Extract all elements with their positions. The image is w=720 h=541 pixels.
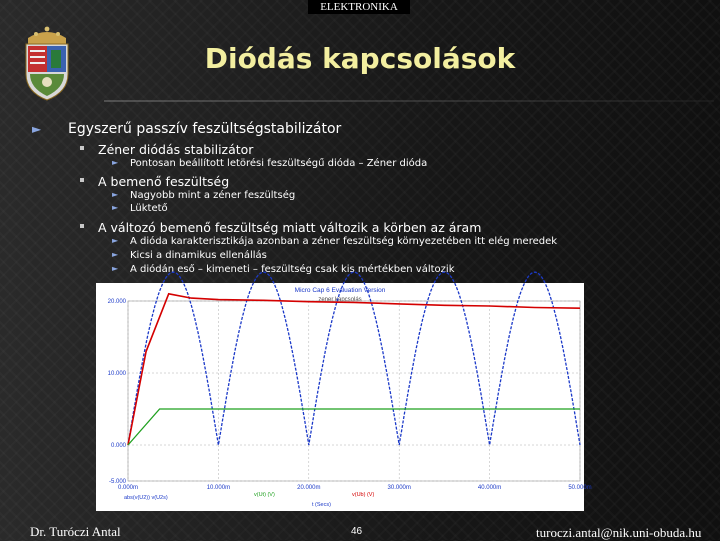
arrow-bullet-icon: ►: [112, 158, 119, 167]
plot-subtitle: zener kapcsolás: [318, 297, 362, 303]
plot-background: [96, 283, 584, 511]
y-tick-label: -5.000: [108, 479, 126, 485]
course-header: ELEKTRONIKA: [308, 0, 410, 14]
y-tick-label: 0.000: [110, 443, 126, 449]
arrow-bullet-icon: ►: [112, 236, 119, 245]
x-tick-label: 40.000m: [477, 485, 502, 491]
legend-mid: v(Ut) (V): [254, 492, 275, 498]
arrow-bullet-icon: ►: [112, 203, 119, 212]
square-bullet-icon: [80, 178, 84, 182]
arrow-bullet-icon: ►: [112, 190, 119, 199]
title-divider: [104, 100, 714, 102]
arrow-bullet-icon: ►: [32, 122, 42, 136]
slide-title: Diódás kapcsolások: [204, 42, 516, 75]
author-email: turoczi.antal@nik.uni-obuda.hu: [536, 525, 702, 540]
x-axis-title: t (Secs): [312, 502, 331, 508]
square-bullet-icon: [80, 224, 84, 228]
x-tick-label: 30.000m: [387, 485, 411, 491]
y-tick-label: 20.000: [107, 299, 126, 305]
x-tick-label: 10.000m: [206, 485, 231, 491]
square-bullet-icon: [80, 146, 84, 150]
x-tick-label: 0.000m: [117, 485, 139, 491]
plot-window-title: Micro Cap 6 Evaluation Version: [294, 287, 386, 294]
page-number: 46: [351, 526, 363, 537]
arrow-bullet-icon: ►: [112, 264, 119, 273]
x-tick-label: 50.000m: [568, 485, 592, 491]
y-tick-label: 10.000: [107, 371, 126, 377]
author-name: Dr. Turóczi Antal: [30, 524, 121, 539]
arrow-bullet-icon: ►: [112, 250, 119, 259]
legend-left: abs(v(U2)) v(U2s): [124, 495, 168, 501]
simulation-plot: [96, 283, 592, 511]
x-tick-label: 20.000m: [297, 485, 321, 491]
legend-right: v(Ub) (V): [352, 492, 375, 498]
